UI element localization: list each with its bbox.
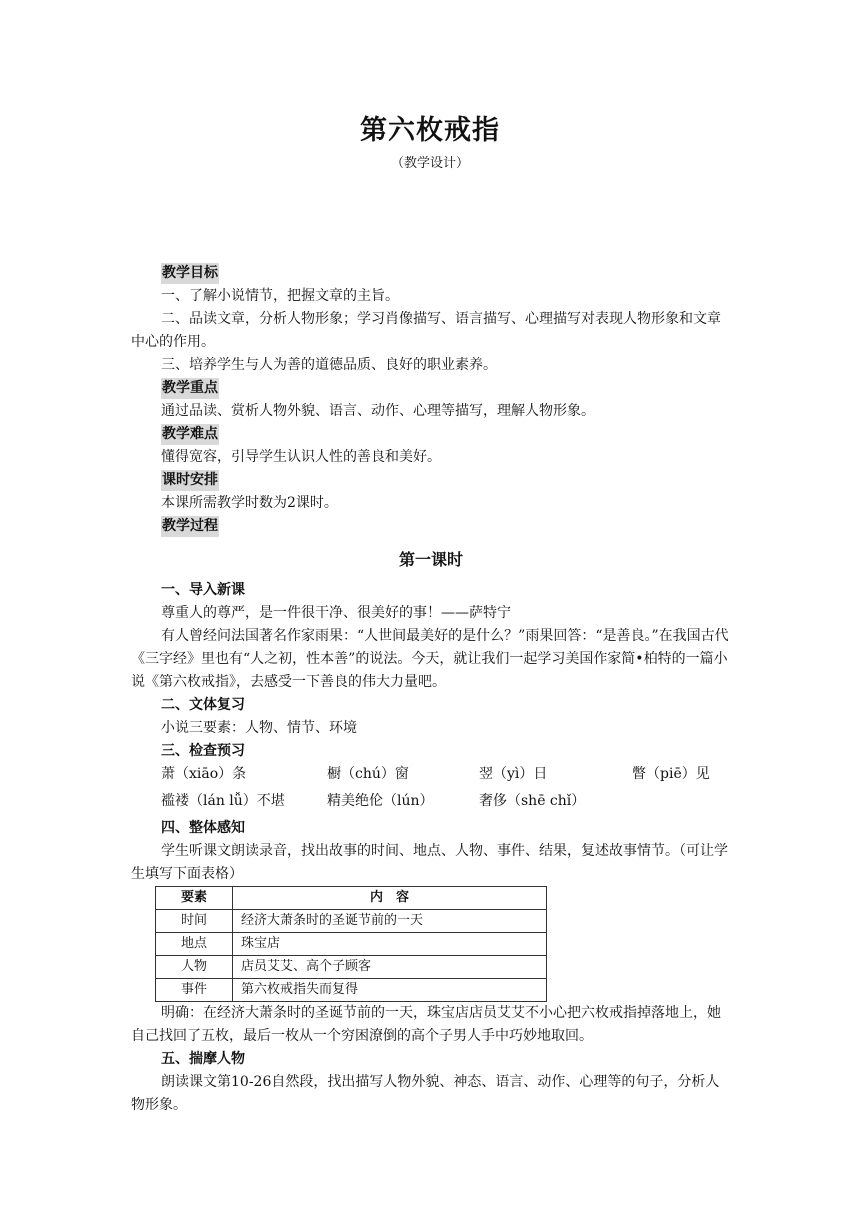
preview-heading: 三、检查预习 xyxy=(161,743,245,759)
objective-item: 三、培养学生与人为善的道德品质、良好的职业素养。 xyxy=(161,357,497,373)
story-elements-table xyxy=(155,886,547,1002)
objectives-heading: 教学目标 xyxy=(161,263,219,284)
vocab-row xyxy=(161,790,731,817)
table-cell: 珠宝店 xyxy=(233,933,547,956)
intro-paragraph: 有人曾经问法国著名作家雨果：“人世间最美好的是什么？”雨果回答：“是善良。”在我国古代《三字经》里也有“人之初，性本善”的说法。今天，就让我们一起学习美国作家简•柏特的一篇小说《第六枚戒指》，去感受一下善良的伟大力量吧。 xyxy=(131,628,729,690)
schedule-heading: 课时安排 xyxy=(161,470,219,491)
overview-clarify: 明确：在经济大萧条时的圣诞节前的一天，珠宝店店员艾艾不小心把六枚戒指掉落地上，她自己找回了五枚，最后一枚从一个穷困潦倒的高个子男人手中巧妙地取回。 xyxy=(131,1005,721,1044)
vocab-item: 奢侈（shē chǐ） xyxy=(479,793,586,809)
objective-item: 一、了解小说情节，把握文章的主旨。 xyxy=(161,288,399,304)
vocab-item: 萧（xiāo）条 xyxy=(161,766,247,782)
table-cell: 人物 xyxy=(156,956,233,979)
table-header: 内 容 xyxy=(233,887,547,910)
characters-heading: 五、揣摩人物 xyxy=(161,1051,245,1067)
table-cell: 第六枚戒指失而复得 xyxy=(233,979,547,1002)
table-cell: 事件 xyxy=(156,979,233,1002)
review-heading: 二、文体复习 xyxy=(161,697,245,713)
table-row xyxy=(156,956,547,979)
document-subtitle: （教学设计） xyxy=(390,156,469,171)
vocab-item: 橱（chú）窗 xyxy=(327,766,409,782)
difficulties-text: 懂得宽容，引导学生认识人性的善良和美好。 xyxy=(161,449,441,465)
difficulties-heading: 教学难点 xyxy=(161,424,219,445)
vocab-row xyxy=(161,763,731,790)
intro-quote: 尊重人的尊严，是一件很干净、很美好的事！——萨特宁 xyxy=(161,605,511,621)
key-points-text: 通过品读、赏析人物外貌、语言、动作、心理等描写，理解人物形象。 xyxy=(161,403,595,419)
document-body xyxy=(131,262,731,1117)
table-cell: 地点 xyxy=(156,933,233,956)
table-header: 要素 xyxy=(156,887,233,910)
table-cell: 店员艾艾、高个子顾客 xyxy=(233,956,547,979)
review-text: 小说三要素：人物、情节、环境 xyxy=(161,720,357,736)
intro-heading: 一、导入新课 xyxy=(161,582,245,598)
document-title: 第六枚戒指 xyxy=(360,115,500,146)
key-points-heading: 教学重点 xyxy=(161,378,219,399)
schedule-text: 本课所需教学时数为2课时。 xyxy=(161,495,338,511)
objective-item: 二、品读文章，分析人物形象；学习肖像描写、语言描写、心理描写对表现人物形象和文章中心的作用。 xyxy=(131,311,721,350)
table-row xyxy=(156,933,547,956)
table-row xyxy=(156,910,547,933)
table-cell: 经济大萧条时的圣诞节前的一天 xyxy=(233,910,547,933)
vocab-item: 褴褛（lán lǚ）不堪 xyxy=(161,793,285,809)
lesson-title: 第一课时 xyxy=(398,550,463,569)
vocab-item: 瞥（piē）见 xyxy=(632,766,710,782)
overview-instruction: 学生听课文朗读录音，找出故事的时间、地点、人物、事件、结果，复述故事情节。（可让学生填写下面表格） xyxy=(131,843,728,882)
overview-heading: 四、整体感知 xyxy=(161,820,245,836)
characters-text: 朗读课文第10-26自然段，找出描写人物外貌、神态、语言、动作、心理等的句子，分析人物形象。 xyxy=(131,1074,720,1113)
vocab-item: 精美绝伦（lún） xyxy=(327,793,434,809)
table-cell: 时间 xyxy=(156,910,233,933)
process-heading: 教学过程 xyxy=(161,516,219,537)
vocab-item: 翌（yì）日 xyxy=(479,766,548,782)
table-header-row xyxy=(156,887,547,910)
table-row xyxy=(156,979,547,1002)
